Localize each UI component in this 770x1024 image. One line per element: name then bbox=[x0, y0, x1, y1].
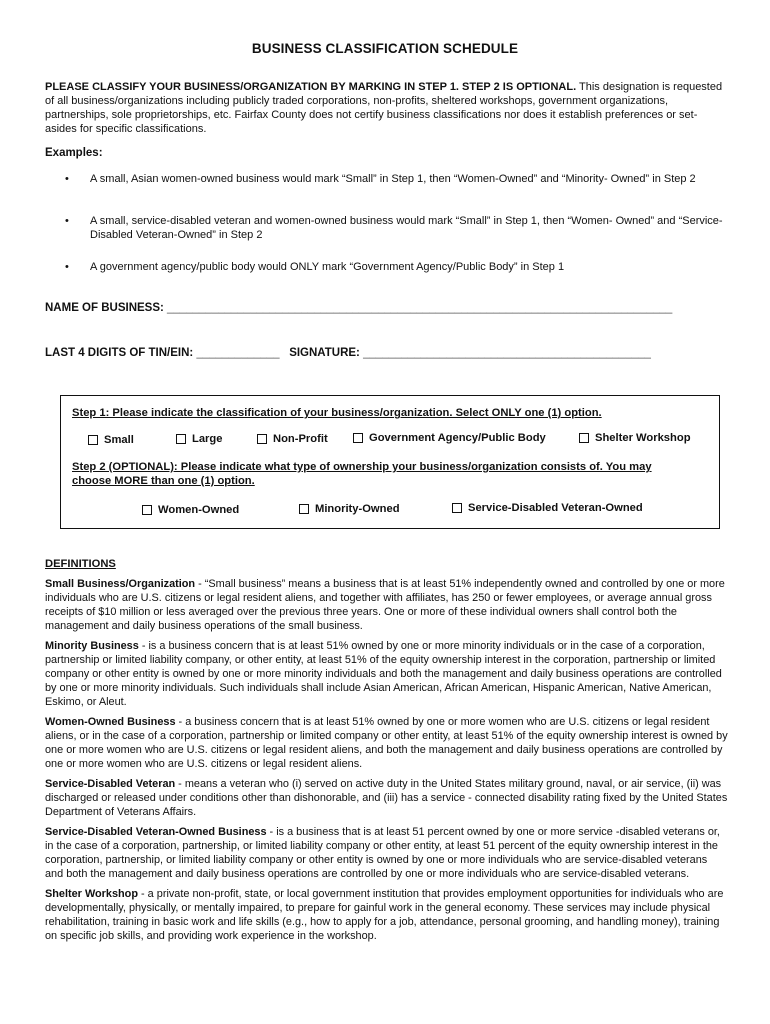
signature-field[interactable]: _____________________________________________ bbox=[363, 347, 651, 359]
definition-term: Minority Business bbox=[45, 640, 139, 652]
option-label: Small bbox=[104, 434, 134, 446]
option-shelter-workshop[interactable] bbox=[579, 432, 691, 444]
business-name-row bbox=[45, 302, 672, 314]
example-text: A small, Asian women-owned business would mark “Small” in Step 1, then “Women-Owned” and “Minority- Owned” in Step 2 bbox=[90, 173, 696, 185]
example-text: A government agency/public body would ONLY mark “Government Agency/Public Body” in Step 1 bbox=[90, 261, 565, 273]
example-text: A small, service-disabled veteran and women-owned business would mark “Small” in Step 1, then “Women- Owned” and “Service-Disabled Veteran-Owned” in Step 2 bbox=[90, 215, 723, 241]
option-label: Service-Disabled Veteran-Owned bbox=[468, 502, 643, 514]
business-name-field[interactable]: _______________________________________________________________________________ bbox=[167, 302, 673, 314]
example-item bbox=[45, 260, 725, 274]
definition-term: Small Business/Organization bbox=[45, 578, 196, 590]
option-label: Women-Owned bbox=[158, 504, 240, 516]
definition-term: Women-Owned Business bbox=[45, 716, 176, 728]
bullet-icon: • bbox=[65, 215, 69, 227]
step1-instruction: Step 1: Please indicate the classification of your business/organization. Select ONLY one (1) option. bbox=[72, 407, 602, 419]
page-title: BUSINESS CLASSIFICATION SCHEDULE bbox=[251, 41, 519, 56]
definition-text: - a private non-profit, state, or local government institution that provides employment opportunities for individuals who are developmentally, physically, or mentally impaired, to prepare for gainful work in the general economy. These services may include physical rehabilitation, training in basic work and life skills (e.g., how to apply for a job, attendance, personal grooming, and handling money), training on specific job skills, and providing work experience in the workshop. bbox=[45, 888, 724, 942]
option-service-disabled-veteran-owned[interactable] bbox=[452, 502, 643, 514]
checkbox-icon[interactable] bbox=[142, 505, 152, 515]
bullet-icon: • bbox=[65, 261, 69, 273]
definition-term: Shelter Workshop bbox=[45, 888, 138, 900]
checkbox-icon[interactable] bbox=[452, 503, 462, 513]
example-item bbox=[45, 214, 725, 260]
step2-instruction: Step 2 (OPTIONAL): Please indicate what type of ownership your business/organization consists of. You may choose MORE than one (1) option. bbox=[72, 461, 652, 487]
examples-label: Examples: bbox=[45, 147, 103, 159]
option-label: Minority-Owned bbox=[315, 503, 400, 515]
option-government-agency[interactable] bbox=[353, 432, 546, 444]
definition-text: - is a business that is at least 51 percent owned by one or more service -disabled veterans or, in the case of a corporation, partnership, or limited liability company or other entity, at least 51 percent of the equity ownership interest in the corporation, partnership, or limited liability company or other entity is owned by one or more individuals who are service-disabled veterans and both the management and daily business operations are controlled by one or more individuals who are service-disabled veterans. bbox=[45, 826, 720, 880]
definitions-heading: DEFINITIONS bbox=[45, 558, 116, 570]
bullet-icon: • bbox=[65, 173, 69, 185]
intro-bold: PLEASE CLASSIFY YOUR BUSINESS/ORGANIZATION BY MARKING IN STEP 1. STEP 2 IS OPTIONAL. bbox=[45, 81, 577, 93]
checkbox-icon[interactable] bbox=[579, 433, 589, 443]
checkbox-icon[interactable] bbox=[88, 435, 98, 445]
option-women-owned[interactable] bbox=[142, 504, 239, 516]
classification-box bbox=[60, 395, 720, 529]
definition-text: - “Small business” means a business that is at least 51% independently owned and controlled by one or more individuals who are U.S. citizens or legal resident aliens, and together with affiliates, has 250 or fewer employees, or average annual gross receipts of $10 million or less averaged over the previous three years. One or more of these individual owners shall control both the management and daily business operations of the small business. bbox=[45, 578, 725, 632]
option-label: Government Agency/Public Body bbox=[369, 432, 546, 444]
signature-label: SIGNATURE: bbox=[289, 347, 360, 359]
option-non-profit[interactable] bbox=[257, 433, 328, 445]
intro-text: This designation is requested of all business/organizations including publicly traded corporations, non-profits, sheltered workshops, government organizations, partnerships, sole proprietorships, etc. Fairfax County does not certify business classifications nor does it establish preferences or set-asides for specific classifications. bbox=[45, 81, 723, 135]
option-small[interactable] bbox=[88, 434, 134, 446]
option-label: Shelter Workshop bbox=[595, 432, 691, 444]
option-label: Non-Profit bbox=[273, 433, 328, 445]
business-name-label: NAME OF BUSINESS: bbox=[45, 302, 164, 314]
option-minority-owned[interactable] bbox=[299, 503, 400, 515]
definition-service-disabled-veteran bbox=[45, 777, 728, 819]
definition-term: Service-Disabled Veteran-Owned Business bbox=[45, 826, 267, 838]
definition-shelter-workshop bbox=[45, 887, 728, 943]
definition-text: - a business concern that is at least 51% owned by one or more women who are U.S. citizens or legal resident aliens, or in the case of a corporation, partnership or limited company or other entity, at least 51% of the equity ownership interest is owned by one or more women who are U.S. citizens or legal resident aliens, and both the management and daily business operations are controlled by one or more women who are U.S. citizens or legal resident aliens. bbox=[45, 716, 728, 770]
definition-women-owned-business bbox=[45, 715, 728, 771]
definition-term: Service-Disabled Veteran bbox=[45, 778, 176, 790]
checkbox-icon[interactable] bbox=[353, 433, 363, 443]
definitions-section bbox=[45, 557, 728, 949]
example-item bbox=[45, 172, 725, 214]
option-large[interactable] bbox=[176, 433, 222, 445]
tin-signature-row bbox=[45, 347, 651, 359]
definition-minority-business bbox=[45, 639, 728, 709]
intro-paragraph bbox=[45, 80, 725, 136]
definition-text: - is a business concern that is at least 51% owned by one or more minority individuals or in the case of a corporation, partnership or limited liability company, or other entity, at least 51% of the equity ownership interest in the corporation, partnership or limited company or other entity is owned by one or more minority individuals and both the management and daily business operations are controlled by one or more minority individuals. Such individuals shall include Asian American, African American, Hispanic American, Native American, Eskimo, or Aleut. bbox=[45, 640, 722, 708]
checkbox-icon[interactable] bbox=[299, 504, 309, 514]
examples-list bbox=[45, 172, 725, 274]
definition-text: - means a veteran who (i) served on active duty in the United States military ground, naval, or air service, (ii) was discharged or released under conditions other than dishonorable, and (iii) has a service - connected disability rating fixed by the United States Department of Veterans Affairs. bbox=[45, 778, 728, 818]
definition-small-business bbox=[45, 577, 728, 633]
tin-field[interactable]: _____________ bbox=[196, 347, 280, 359]
checkbox-icon[interactable] bbox=[257, 434, 267, 444]
definition-sdv-owned-business bbox=[45, 825, 728, 881]
checkbox-icon[interactable] bbox=[176, 434, 186, 444]
option-label: Large bbox=[192, 433, 223, 445]
tin-label: LAST 4 DIGITS OF TIN/EIN: bbox=[45, 347, 194, 359]
